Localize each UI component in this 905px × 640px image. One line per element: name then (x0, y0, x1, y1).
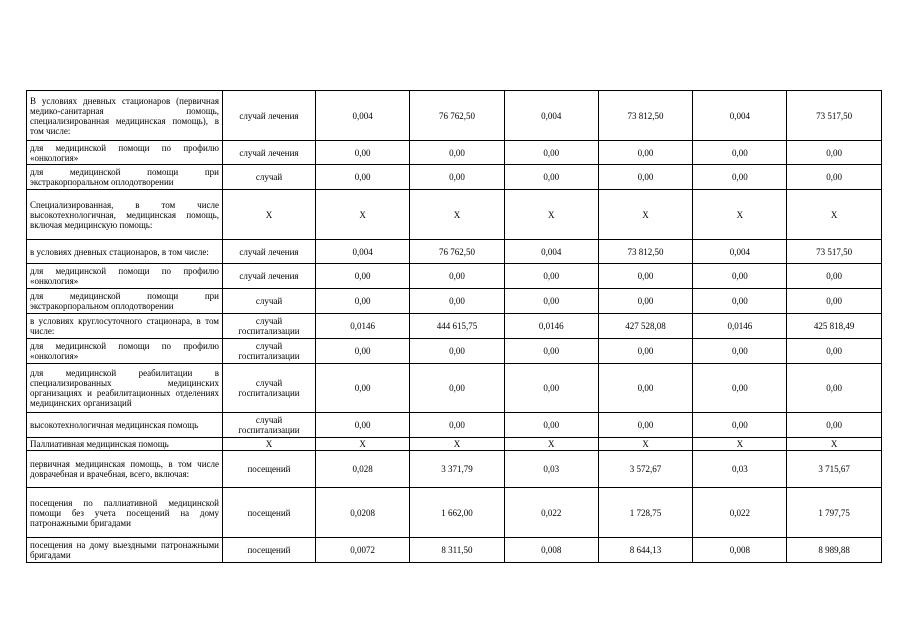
value-cell: 0,00 (504, 289, 598, 314)
row-label: В условиях дневных стационаров (первичная медико-санитарная помощь, специализированная медицинская помощь), в том числе: (27, 91, 223, 141)
value-cell: 0,00 (693, 339, 787, 364)
value-cell: 0,00 (787, 339, 881, 364)
value-cell: 0,0072 (316, 538, 410, 563)
value-cell: 427 528,08 (598, 314, 692, 339)
table-row (27, 289, 882, 314)
table-row (27, 364, 882, 413)
row-unit: случай госпитализации (223, 364, 316, 413)
value-cell: 3 715,67 (787, 451, 881, 488)
value-cell: Х (693, 438, 787, 451)
table-row (27, 538, 882, 563)
value-cell: 0,00 (787, 413, 881, 438)
value-cell: 0,004 (693, 91, 787, 141)
row-unit: посещений (223, 538, 316, 563)
value-cell: 0,00 (787, 264, 881, 289)
value-cell: 0,00 (504, 364, 598, 413)
row-label: в условиях дневных стационаров, в том числе: (27, 240, 223, 264)
value-cell: 76 762,50 (410, 240, 504, 264)
value-cell: 3 572,67 (598, 451, 692, 488)
value-cell: 0,0146 (693, 314, 787, 339)
value-cell: Х (598, 438, 692, 451)
row-unit: случай лечения (223, 91, 316, 141)
value-cell: Х (693, 190, 787, 240)
row-label: для медицинской помощи при экстракорпоральном оплодотворении (27, 165, 223, 190)
table-row (27, 451, 882, 488)
value-cell: 0,00 (598, 141, 692, 165)
value-cell: 76 762,50 (410, 91, 504, 141)
row-label: для медицинской помощи при экстракорпоральном оплодотворении (27, 289, 223, 314)
value-cell: 0,00 (316, 339, 410, 364)
row-unit: случай (223, 165, 316, 190)
row-label: для медицинской помощи по профилю «онкология» (27, 339, 223, 364)
row-label: Специализированная, в том числе высокотехнологичная, медицинская помощь, включая медицинскую помощь: (27, 190, 223, 240)
row-label: для медицинской помощи по профилю «онкология» (27, 264, 223, 289)
value-cell: 0,00 (504, 165, 598, 190)
value-cell: 0,0146 (316, 314, 410, 339)
row-unit: посещений (223, 488, 316, 538)
value-cell: 425 818,49 (787, 314, 881, 339)
value-cell: 0,022 (693, 488, 787, 538)
value-cell: 1 797,75 (787, 488, 881, 538)
row-unit: случай лечения (223, 141, 316, 165)
table-row (27, 314, 882, 339)
row-label: Паллиативная медицинская помощь (27, 438, 223, 451)
value-cell: 0,00 (693, 413, 787, 438)
value-cell: 0,00 (316, 264, 410, 289)
value-cell: 0,00 (693, 364, 787, 413)
value-cell: 0,0208 (316, 488, 410, 538)
row-label: для медицинской реабилитации в специализированных медицинских организациях и реабилитационных отделениях медицинских организаций (27, 364, 223, 413)
table-row (27, 413, 882, 438)
value-cell: 73 517,50 (787, 91, 881, 141)
row-label: для медицинской помощи по профилю «онкология» (27, 141, 223, 165)
value-cell: 0,00 (598, 264, 692, 289)
value-cell: 0,004 (693, 240, 787, 264)
value-cell: 0,00 (787, 165, 881, 190)
value-cell: Х (598, 190, 692, 240)
row-unit: случай госпитализации (223, 314, 316, 339)
row-unit: случай госпитализации (223, 339, 316, 364)
value-cell: Х (316, 438, 410, 451)
value-cell: Х (787, 438, 881, 451)
value-cell: 3 371,79 (410, 451, 504, 488)
value-cell: 0,00 (598, 364, 692, 413)
value-cell: 0,00 (316, 364, 410, 413)
row-unit: случай госпитализации (223, 413, 316, 438)
value-cell: 1 662,00 (410, 488, 504, 538)
row-label: высокотехнологичная медицинская помощь (27, 413, 223, 438)
row-label: в условиях круглосуточного стационара, в том числе: (27, 314, 223, 339)
value-cell: 0,00 (787, 141, 881, 165)
value-cell: 0,028 (316, 451, 410, 488)
value-cell: 0,022 (504, 488, 598, 538)
value-cell: 0,00 (598, 289, 692, 314)
value-cell: 0,00 (316, 413, 410, 438)
value-cell: 8 989,88 (787, 538, 881, 563)
value-cell: 0,004 (316, 91, 410, 141)
value-cell: 0,00 (410, 141, 504, 165)
value-cell: 0,03 (504, 451, 598, 488)
value-cell: Х (410, 190, 504, 240)
value-cell: 444 615,75 (410, 314, 504, 339)
row-unit: Х (223, 190, 316, 240)
value-cell: 0,00 (598, 339, 692, 364)
value-cell: 0,00 (693, 264, 787, 289)
value-cell: 0,00 (598, 413, 692, 438)
value-cell: 0,004 (316, 240, 410, 264)
value-cell: Х (504, 438, 598, 451)
row-unit: посещений (223, 451, 316, 488)
value-cell: 0,00 (410, 364, 504, 413)
value-cell: 0,00 (410, 264, 504, 289)
value-cell: 8 644,13 (598, 538, 692, 563)
value-cell: 0,00 (598, 165, 692, 190)
row-unit: случай (223, 289, 316, 314)
value-cell: 0,00 (693, 141, 787, 165)
value-cell: 73 812,50 (598, 91, 692, 141)
value-cell: 0,00 (504, 141, 598, 165)
value-cell: 0,008 (693, 538, 787, 563)
table-row (27, 165, 882, 190)
row-unit: Х (223, 438, 316, 451)
table-row (27, 488, 882, 538)
value-cell: 0,00 (410, 289, 504, 314)
tariff-table (26, 90, 882, 563)
value-cell: 1 728,75 (598, 488, 692, 538)
value-cell: 0,00 (787, 289, 881, 314)
value-cell: 0,00 (693, 289, 787, 314)
value-cell: 73 812,50 (598, 240, 692, 264)
row-unit: случай лечения (223, 240, 316, 264)
value-cell: 0,00 (316, 141, 410, 165)
value-cell: Х (410, 438, 504, 451)
table-row (27, 438, 882, 451)
value-cell: Х (787, 190, 881, 240)
value-cell: 73 517,50 (787, 240, 881, 264)
table-row (27, 190, 882, 240)
value-cell: 0,00 (410, 339, 504, 364)
table-body (27, 91, 882, 563)
row-label: посещения по паллиативной медицинской помощи без учета посещений на дому патронажными бригадами (27, 488, 223, 538)
value-cell: 0,00 (410, 165, 504, 190)
table-row (27, 264, 882, 289)
table-row (27, 91, 882, 141)
value-cell: Х (504, 190, 598, 240)
row-label: посещения на дому выездными патронажными бригадами (27, 538, 223, 563)
value-cell: 0,00 (693, 165, 787, 190)
value-cell: 0,00 (316, 289, 410, 314)
row-label: первичная медицинская помощь, в том числе доврачебная и врачебная, всего, включая: (27, 451, 223, 488)
value-cell: 0,00 (504, 264, 598, 289)
table-row (27, 141, 882, 165)
value-cell: 0,004 (504, 91, 598, 141)
value-cell: 0,00 (410, 413, 504, 438)
value-cell: 0,00 (787, 364, 881, 413)
value-cell: 0,00 (504, 413, 598, 438)
value-cell: Х (316, 190, 410, 240)
value-cell: 0,008 (504, 538, 598, 563)
value-cell: 8 311,50 (410, 538, 504, 563)
value-cell: 0,0146 (504, 314, 598, 339)
value-cell: 0,00 (504, 339, 598, 364)
value-cell: 0,004 (504, 240, 598, 264)
table-row (27, 339, 882, 364)
value-cell: 0,03 (693, 451, 787, 488)
value-cell: 0,00 (316, 165, 410, 190)
row-unit: случай лечения (223, 264, 316, 289)
table-row (27, 240, 882, 264)
